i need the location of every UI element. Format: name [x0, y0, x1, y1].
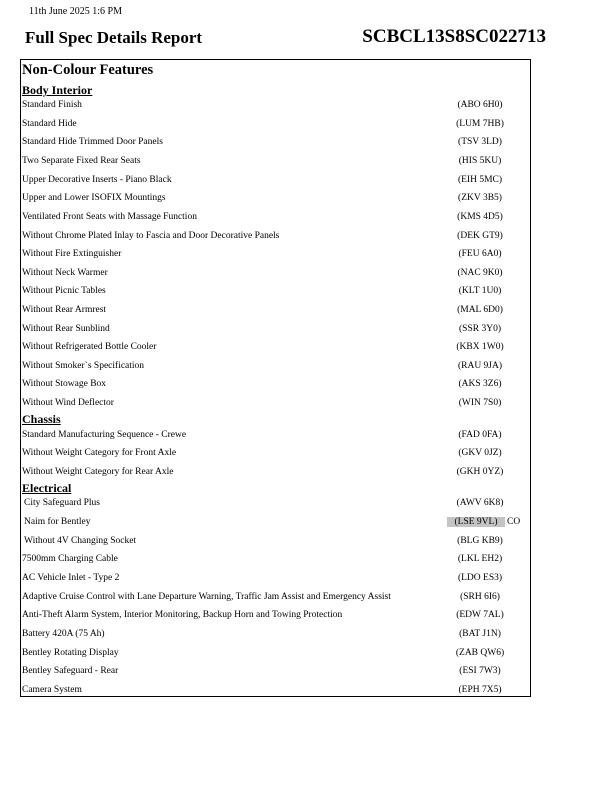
- feature-row: [21, 552, 530, 570]
- feature-label: Without Rear Sunblind: [22, 324, 110, 334]
- feature-code: (ZKV 3B5): [458, 193, 502, 203]
- feature-row: [21, 396, 530, 414]
- feature-label: Without Weight Category for Front Axle: [22, 448, 177, 458]
- features-title: Non-Colour Features: [22, 62, 154, 78]
- feature-code: (GKV 0JZ): [458, 448, 502, 458]
- feature-row: [21, 683, 530, 701]
- feature-label: Bentley Rotating Display: [22, 648, 119, 658]
- feature-label: Two Separate Fixed Rear Seats: [22, 156, 141, 166]
- feature-row: [21, 646, 530, 664]
- feature-code: (ZAB QW6): [455, 648, 505, 658]
- feature-row: [21, 247, 530, 265]
- feature-code: (RAU 9JA): [457, 361, 503, 371]
- feature-row: [21, 322, 530, 340]
- feature-label: Ventilated Front Seats with Massage Function: [22, 212, 197, 222]
- feature-row: [21, 173, 530, 191]
- feature-code: (LUM 7HB): [456, 119, 504, 129]
- feature-label: Standard Hide Trimmed Door Panels: [22, 137, 163, 147]
- feature-code: (FAD 0FA): [458, 430, 502, 440]
- feature-row: [21, 340, 530, 358]
- feature-label: 7500mm Charging Cable: [22, 554, 118, 564]
- section-heading-electrical: Electrical: [22, 481, 72, 495]
- feature-code: (AWV 6K8): [456, 498, 504, 508]
- feature-label: Standard Hide: [22, 119, 77, 129]
- feature-label: Upper and Lower ISOFIX Mountings: [22, 193, 166, 203]
- feature-label: Camera System: [22, 685, 82, 695]
- features-box: [20, 59, 531, 697]
- feature-row: [21, 446, 530, 464]
- feature-code: (HIS 5KU): [458, 156, 502, 166]
- feature-code: (KBX 1W0): [456, 342, 504, 352]
- feature-code: (GKH 0YZ): [456, 467, 504, 477]
- feature-row: [21, 229, 530, 247]
- feature-row: [21, 135, 530, 153]
- feature-row: [21, 98, 530, 116]
- section-heading-body-interior: Body Interior: [22, 83, 93, 97]
- feature-code: (LDO ES3): [457, 573, 503, 583]
- section-heading-chassis: Chassis: [22, 412, 61, 426]
- feature-code: (DEK GT9): [457, 231, 503, 241]
- feature-row: [21, 496, 530, 514]
- feature-row: [21, 590, 530, 608]
- feature-code: (EPH 7X5): [458, 685, 502, 695]
- feature-row: [21, 210, 530, 228]
- feature-code: (MAL 6D0): [457, 305, 503, 315]
- feature-row: [21, 191, 530, 209]
- feature-code: (KMS 4D5): [457, 212, 503, 222]
- feature-row: [21, 117, 530, 135]
- feature-label: Without Neck Warmer: [22, 268, 108, 278]
- feature-row: [21, 428, 530, 446]
- feature-row: [21, 627, 530, 645]
- feature-code: (BLG KB9): [457, 536, 503, 546]
- feature-row: [21, 266, 530, 284]
- vehicle-vin: SCBCL13S8SC022713: [362, 26, 546, 47]
- feature-label: Adaptive Cruise Control with Lane Departure Warning, Traffic Jam Assist and Emergency Assist: [22, 592, 391, 602]
- feature-row: [21, 359, 530, 377]
- feature-code: (ABO 6H0): [457, 100, 503, 110]
- feature-code: (EIH 5MC): [457, 175, 503, 185]
- feature-label: AC Vehicle Inlet - Type 2: [22, 573, 120, 583]
- feature-label: Without 4V Changing Socket: [24, 536, 137, 546]
- feature-code: (WIN 7S0): [458, 398, 502, 408]
- feature-label: Naim for Bentley: [24, 517, 91, 527]
- feature-label: Anti-Theft Alarm System, Interior Monitoring, Backup Horn and Towing Protection: [22, 610, 343, 620]
- feature-label: Standard Manufacturing Sequence - Crewe: [22, 430, 187, 440]
- feature-code: (SSR 3Y0): [459, 324, 501, 334]
- feature-row: [21, 377, 530, 395]
- feature-label: Battery 420A (75 Ah): [22, 629, 105, 639]
- feature-code: (LKL EH2): [457, 554, 503, 564]
- feature-label: Without Wind Deflector: [22, 398, 114, 408]
- feature-label: Without Fire Extinguisher: [22, 249, 122, 259]
- feature-code: (AKS 3Z6): [458, 379, 502, 389]
- report-title: Full Spec Details Report: [25, 28, 203, 47]
- feature-label: Upper Decorative Inserts - Piano Black: [22, 175, 172, 185]
- feature-row: [21, 608, 530, 626]
- feature-label: Without Chrome Plated Inlay to Fascia and Door Decorative Panels: [22, 231, 280, 241]
- feature-label: Without Smoker`s Specification: [22, 361, 145, 371]
- feature-label: Without Rear Armrest: [22, 305, 107, 315]
- feature-row: [21, 284, 530, 302]
- feature-code: (KLT 1U0): [458, 286, 502, 296]
- feature-label: Without Picnic Tables: [22, 286, 106, 296]
- feature-code-suffix: CO: [507, 517, 521, 527]
- feature-code-highlighted: (LSE 9VL): [447, 517, 505, 527]
- feature-code: (EDW 7AL): [456, 610, 504, 620]
- feature-row: [21, 465, 530, 483]
- feature-code: (TSV 3LD): [458, 137, 502, 147]
- feature-label: City Safeguard Plus: [24, 498, 100, 508]
- feature-row: [21, 515, 530, 533]
- feature-row: [21, 534, 530, 552]
- feature-row: [21, 154, 530, 172]
- feature-row: [21, 303, 530, 321]
- feature-code: (FEU 6A0): [458, 249, 502, 259]
- report-timestamp: 11th June 2025 1:6 PM: [29, 6, 122, 17]
- feature-row: [21, 571, 530, 589]
- feature-code: (NAC 9K0): [457, 268, 503, 278]
- feature-label: Standard Finish: [22, 100, 82, 110]
- feature-label: Without Refrigerated Bottle Cooler: [22, 342, 157, 352]
- feature-label: Bentley Safeguard - Rear: [22, 666, 119, 676]
- feature-label: Without Weight Category for Rear Axle: [22, 467, 174, 477]
- feature-code: (ESI 7W3): [459, 666, 501, 676]
- feature-row: [21, 664, 530, 682]
- feature-code: (BAT J1N): [459, 629, 501, 639]
- feature-code: (SRH 6I6): [460, 592, 500, 602]
- feature-label: Without Stowage Box: [22, 379, 107, 389]
